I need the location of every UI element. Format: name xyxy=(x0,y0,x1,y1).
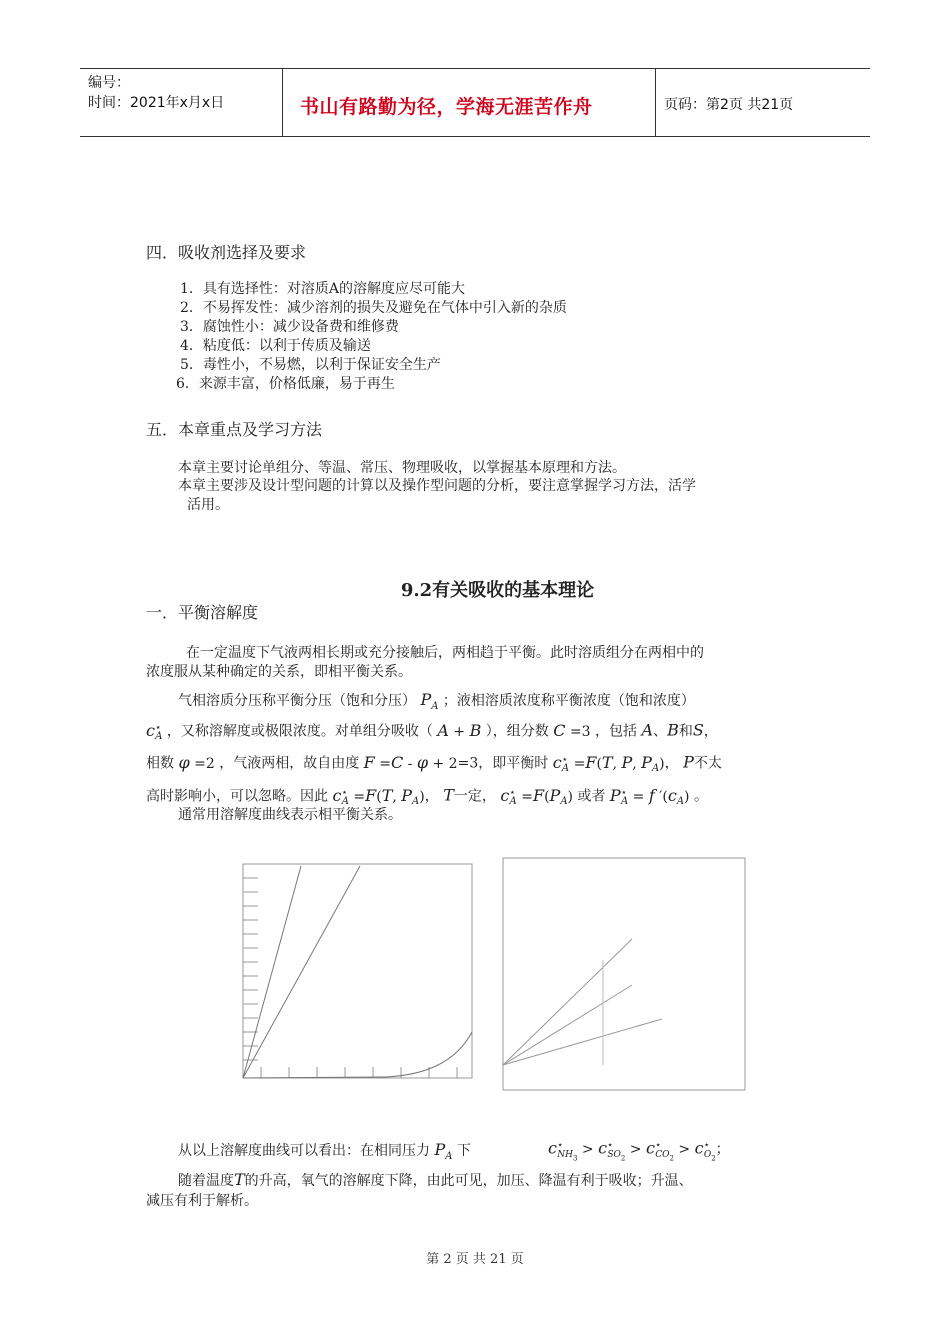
para-line5: 相数 φ =2 ，气液两相，故自由度 F =C - φ + 2=3，即平衡时 $c^⋆_A =F(T$, P, $P_A$)， P不太 xyxy=(146,752,722,775)
section4-title: 四．吸收剂选择及要求 xyxy=(146,243,307,262)
list-item: 3．腐蚀性小：减少设备费和维修费 xyxy=(180,319,399,335)
formula-pa-of-ca: $P^⋆_A = f$ $'(c_A)$ xyxy=(609,785,690,808)
line-mid xyxy=(503,985,632,1065)
curve-shallow xyxy=(243,1032,472,1078)
section4-list xyxy=(176,280,567,394)
page-footer: 第 2 页 共 21 页 xyxy=(426,1252,524,1267)
solubility-curves-figure-right xyxy=(500,856,748,1094)
formula-solubility-order: $c^⋆_{NH_3} > c^⋆_{SO_2} > c^⋆_{CO_2} > c^⋆_{O_2}$； xyxy=(548,1138,730,1163)
header-page-info: 页码：第2页 共21页 xyxy=(664,97,794,113)
para-line6: 高时影响小，可以忽略。因此 $c^⋆_A =F(T$, $P_A$)， T一定， $c^⋆_A =F(P_A)$ 或者 $P^⋆_A = f$ $'(c_A)$ 。 xyxy=(146,785,708,808)
list-item: 2．不易挥发性：减少溶剂的损失及避免在气体中引入新的杂质 xyxy=(180,300,567,316)
formula-ca-of-pa: $c^⋆_A =F(P_A)$ xyxy=(500,785,574,808)
para-equilibrium-line2: 浓度服从某种确定的关系，即相平衡关系。 xyxy=(146,664,412,680)
figure-frame xyxy=(503,858,745,1090)
para-line3: 气相溶质分压称平衡分压（饱和分压） $P_A$ ；液相溶质浓度称平衡浓度（饱和浓度） xyxy=(178,690,695,712)
section5-title: 五．本章重点及学习方法 xyxy=(146,420,323,439)
formula-ca-star: $c^⋆_A$ xyxy=(146,720,163,743)
formula-degrees-of-freedom: F =C - φ + 2 xyxy=(363,752,458,772)
figure-frame xyxy=(243,864,472,1078)
section5-para2-line1: 本章主要涉及设计型问题的计算以及操作型问题的分析，要注意掌握学习方法，活学 xyxy=(178,478,696,494)
formula-pa: $P_A$ xyxy=(420,690,439,712)
list-item: 5．毒性小，不易燃，以利于保证安全生产 xyxy=(180,357,441,373)
header-top-rule xyxy=(80,68,870,69)
solubility-curves-figure-left xyxy=(236,862,476,1084)
header-bottom-rule xyxy=(80,136,870,137)
formula-a-plus-b: A + B xyxy=(437,720,482,740)
header-divider-right xyxy=(655,68,656,136)
para-line7: 通常用溶解度曲线表示相平衡关系。 xyxy=(178,807,402,823)
curve-medium xyxy=(243,866,360,1078)
para-line4: $c^⋆_A$ ，又称溶解度或极限浓度。对单组分吸收（ A + B ），组分数 C =3 ，包括 A、B和S， xyxy=(146,720,718,743)
list-item: 6．来源丰富，价格低廉，易于再生 xyxy=(176,376,395,392)
para-equilibrium-line1: 在一定温度下气液两相长期或充分接触后，两相趋于平衡。此时溶质组分在两相中的 xyxy=(186,645,704,661)
subsection-equilibrium-title: 一．平衡溶解度 xyxy=(146,603,259,622)
formula-ca-of-t-pa: $c^⋆_A =F(T$, $P_A$) xyxy=(332,785,425,808)
header-number-label: 编号： xyxy=(88,75,130,91)
para-after-figure-line3: 减压有利于解析。 xyxy=(146,1193,258,1209)
list-item: 4．粘度低：以利于传质及输送 xyxy=(180,338,371,354)
para-after-figure-line2: 随着温度T的升高，氧气的溶解度下降，由此可见，加压、降温有利于吸收；升温、 xyxy=(178,1170,693,1189)
header-time-label: 时间：2021年x月x日 xyxy=(88,95,225,111)
curve-steep xyxy=(243,866,301,1078)
section5-para2-line2: 活用。 xyxy=(187,497,229,513)
formula-pa-inline: $P_A$ xyxy=(434,1140,453,1162)
section-9-2-title: 9.2有关吸收的基本理论 xyxy=(400,580,595,601)
section5-para1: 本章主要讨论单组分、等温、常压、物理吸收，以掌握基本原理和方法。 xyxy=(178,460,626,476)
header-divider-left xyxy=(282,68,283,136)
formula-equilibrium-general: $c^⋆_A =F(T$, P, $P_A$) xyxy=(552,752,665,775)
formula-c-equals-3: C =3 xyxy=(553,720,591,740)
list-item: 1．具有选择性：对溶质A的溶解度应尽可能大 xyxy=(180,281,466,297)
x-axis-ticks xyxy=(261,1067,457,1078)
formula-phase-count: φ =2 xyxy=(178,752,215,772)
header-motto: 书山有路勤为径，学海无涯苦作舟 xyxy=(300,96,593,118)
para-after-figure-line1: 从以上溶解度曲线可以看出：在相同压力 $P_A$ 下 xyxy=(178,1140,471,1162)
